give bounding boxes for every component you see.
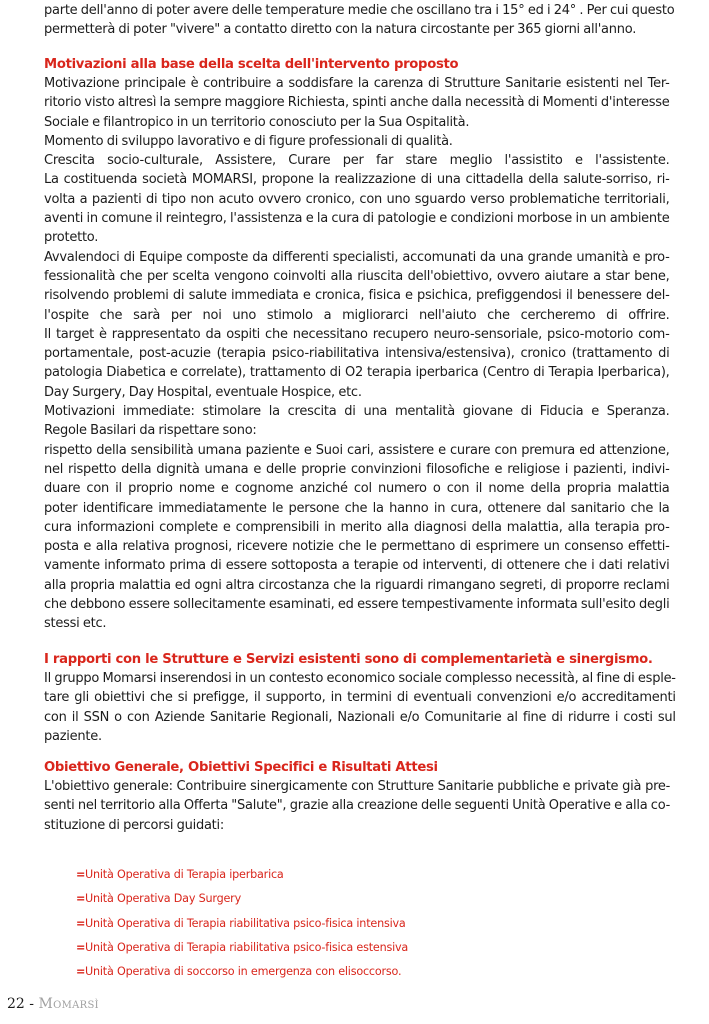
text-line: Motivazione principale è contribuire a soddisfare la carenza di Strutture Sanitarie esistenti nel Ter- xyxy=(44,76,670,91)
text-line: tare gli obiettivi che si prefigge, il supporto, in termini di eventuali convenzioni e/o accreditamenti xyxy=(44,690,676,706)
text-line: poter identificare immediatamente le persone che la hanno in cura, ottenere dal sanitario che la xyxy=(44,500,670,516)
text-line: nel rispetto della dignità umana e delle proprie convinzioni filosofiche e religiose i pazienti, indivi- xyxy=(44,461,670,477)
text-line: volta a pazienti di tipo non acuto ovvero cronico, con uno sguardo verso problematiche territoriali, xyxy=(44,191,670,207)
text-line: risolvendo problemi di salute immediata e cronica, fisica e psichica, prefiggendosi il benessere del- xyxy=(44,288,670,304)
text-line: patologia Diabetica e correlate), trattamento di O2 terapia iperbarica (Centro di Terapia Iperbarica), xyxy=(44,365,670,381)
heading-rapporti: I rapporti con le Strutture e Servizi esistenti sono di complementarietà e sinergismo. xyxy=(44,652,653,667)
text-line: Il gruppo Momarsi inserendosi in un contesto economico sociale complesso necessità, al fine di esple- xyxy=(44,671,676,686)
heading-motivazioni: Motivazioni alla base della scelta dell'intervento proposto xyxy=(44,57,459,72)
operative-unit-label: Unità Operativa Day Surgery xyxy=(85,892,242,906)
operative-unit-item xyxy=(76,963,408,987)
text-line: permetterà di poter "vivere" a contatto diretto con la natura circostante per 365 giorni all'anno. xyxy=(44,22,637,38)
text-line: Sociale e filantropico in un territorio conosciuto per la Sua Ospitalità. xyxy=(44,114,470,130)
operative-unit-label: Unità Operativa di soccorso in emergenza con elisoccorso. xyxy=(85,965,402,979)
text-line: aventi in comune il reintegro, l'assistenza e la cura di patologie e condizioni morbose in un ambiente xyxy=(44,211,670,227)
text-line: vamente informato prima di essere sottoposta a terapie od interventi, di ottenere che i dati relativi xyxy=(44,558,670,574)
text-line: ritorio visto altresì la sempre maggiore Richiesta, spinti anche dalla necessità di Momenti d'interesse xyxy=(44,95,670,111)
operative-unit-item xyxy=(76,939,408,963)
brand-name: Momarsì xyxy=(38,996,99,1012)
text-line: Avvalendoci di Equipe composte da differenti specialisti, accomunati da una grande umanità e pro- xyxy=(44,249,670,265)
text-line: posta e alla relativa prognosi, ricevere notizie che le permettano di esprimere un consenso effetti- xyxy=(44,539,670,555)
motivazioni-paragraph xyxy=(44,74,670,634)
text-line: stessi etc. xyxy=(44,616,107,632)
operative-unit-label: Unità Operativa di Terapia riabilitativa psico-fisica intensiva xyxy=(85,916,406,930)
obiettivo-paragraph xyxy=(44,777,670,835)
text-line: che debbono essere sollecitamente esaminati, ed essere tempestivamente informata sull'esito degli xyxy=(44,597,670,613)
text-line: La costituenda società MOMARSI, propone la realizzazione di una cittadella della salute-sorriso, ri- xyxy=(44,172,670,188)
text-line: Day Surgery, Day Hospital, eventuale Hospice, etc. xyxy=(44,384,362,400)
operative-unit-item xyxy=(76,866,408,890)
text-line: paziente. xyxy=(44,728,102,744)
operative-unit-label: Unità Operativa di Terapia iperbarica xyxy=(85,868,284,881)
page-number: 22 - xyxy=(7,996,34,1012)
bullet-icon: = xyxy=(76,916,86,930)
text-line: duare con il proprio nome e cognome anziché col numero o con il nome della propria malattia xyxy=(44,481,670,497)
bullet-icon: = xyxy=(76,892,86,906)
text-line: Motivazioni immediate: stimolare la crescita di una mentalità giovane di Fiducia e Speranza. xyxy=(44,404,670,420)
operative-units-list xyxy=(76,866,408,987)
operative-unit-item xyxy=(76,890,408,914)
bullet-icon: = xyxy=(76,965,86,979)
text-line: alla propria malattia ed ogni altra circostanza che la riguardi rimangano segreti, di proporre reclami xyxy=(44,577,670,593)
text-line: Crescita socio-culturale, Assistere, Curare per far stare meglio l'assistito e l'assistente. xyxy=(44,153,670,169)
text-line: L'obiettivo generale: Contribuire sinergicamente con Strutture Sanitarie pubbliche e private già pre- xyxy=(44,779,671,794)
text-line: senti nel territorio alla Offerta "Salute", grazie alla creazione delle seguenti Unità Operative e alla co- xyxy=(44,798,671,814)
page-footer xyxy=(7,996,99,1012)
text-line: parte dell'anno di poter avere delle temperature medie che oscillano tra i 15° ed i 24° . Per cui questo xyxy=(44,3,675,18)
bullet-icon: = xyxy=(76,940,86,954)
text-line: portamentale, post-acuzie (terapia psico-riabilitativa intensiva/estensiva), cronico (trattamento di xyxy=(44,346,670,362)
intro-paragraph xyxy=(44,1,674,40)
bullet-icon: = xyxy=(76,868,86,881)
text-line: rispetto della sensibilità umana paziente e Suoi cari, assistere e curare con premura ed attenzione, xyxy=(44,442,670,458)
rapporti-paragraph xyxy=(44,669,676,746)
text-line: cura informazioni complete e comprensibili in merito alla diagnosi della malattia, alla terapia pro- xyxy=(44,519,670,535)
text-line: l'ospite che sarà per noi uno stimolo a migliorarci nell'aiuto che cercheremo di offrire. xyxy=(44,307,670,323)
text-line: protetto. xyxy=(44,230,99,246)
text-line: con il SSN o con Aziende Sanitarie Regionali, Nazionali e/o Comunitarie al fine di ridurre i costi sul xyxy=(44,709,676,725)
operative-unit-item xyxy=(76,915,408,939)
heading-obiettivo: Obiettivo Generale, Obiettivi Specifici e Risultati Attesi xyxy=(44,760,438,775)
text-line: fessionalità che per scelta vengono coinvolti alla riuscita dell'obiettivo, ovvero aiutare a star bene, xyxy=(44,268,670,284)
text-line: Regole Basilari da rispettare sono: xyxy=(44,423,257,439)
text-line: Il target è rappresentato da ospiti che necessitano recupero neuro-sensoriale, psico-motorio com- xyxy=(44,326,670,342)
operative-unit-label: Unità Operativa di Terapia riabilitativa psico-fisica estensiva xyxy=(85,940,409,954)
text-line: stituzione di percorsi guidati: xyxy=(44,817,225,833)
text-line: Momento di sviluppo lavorativo e di figure professionali di qualità. xyxy=(44,133,453,149)
